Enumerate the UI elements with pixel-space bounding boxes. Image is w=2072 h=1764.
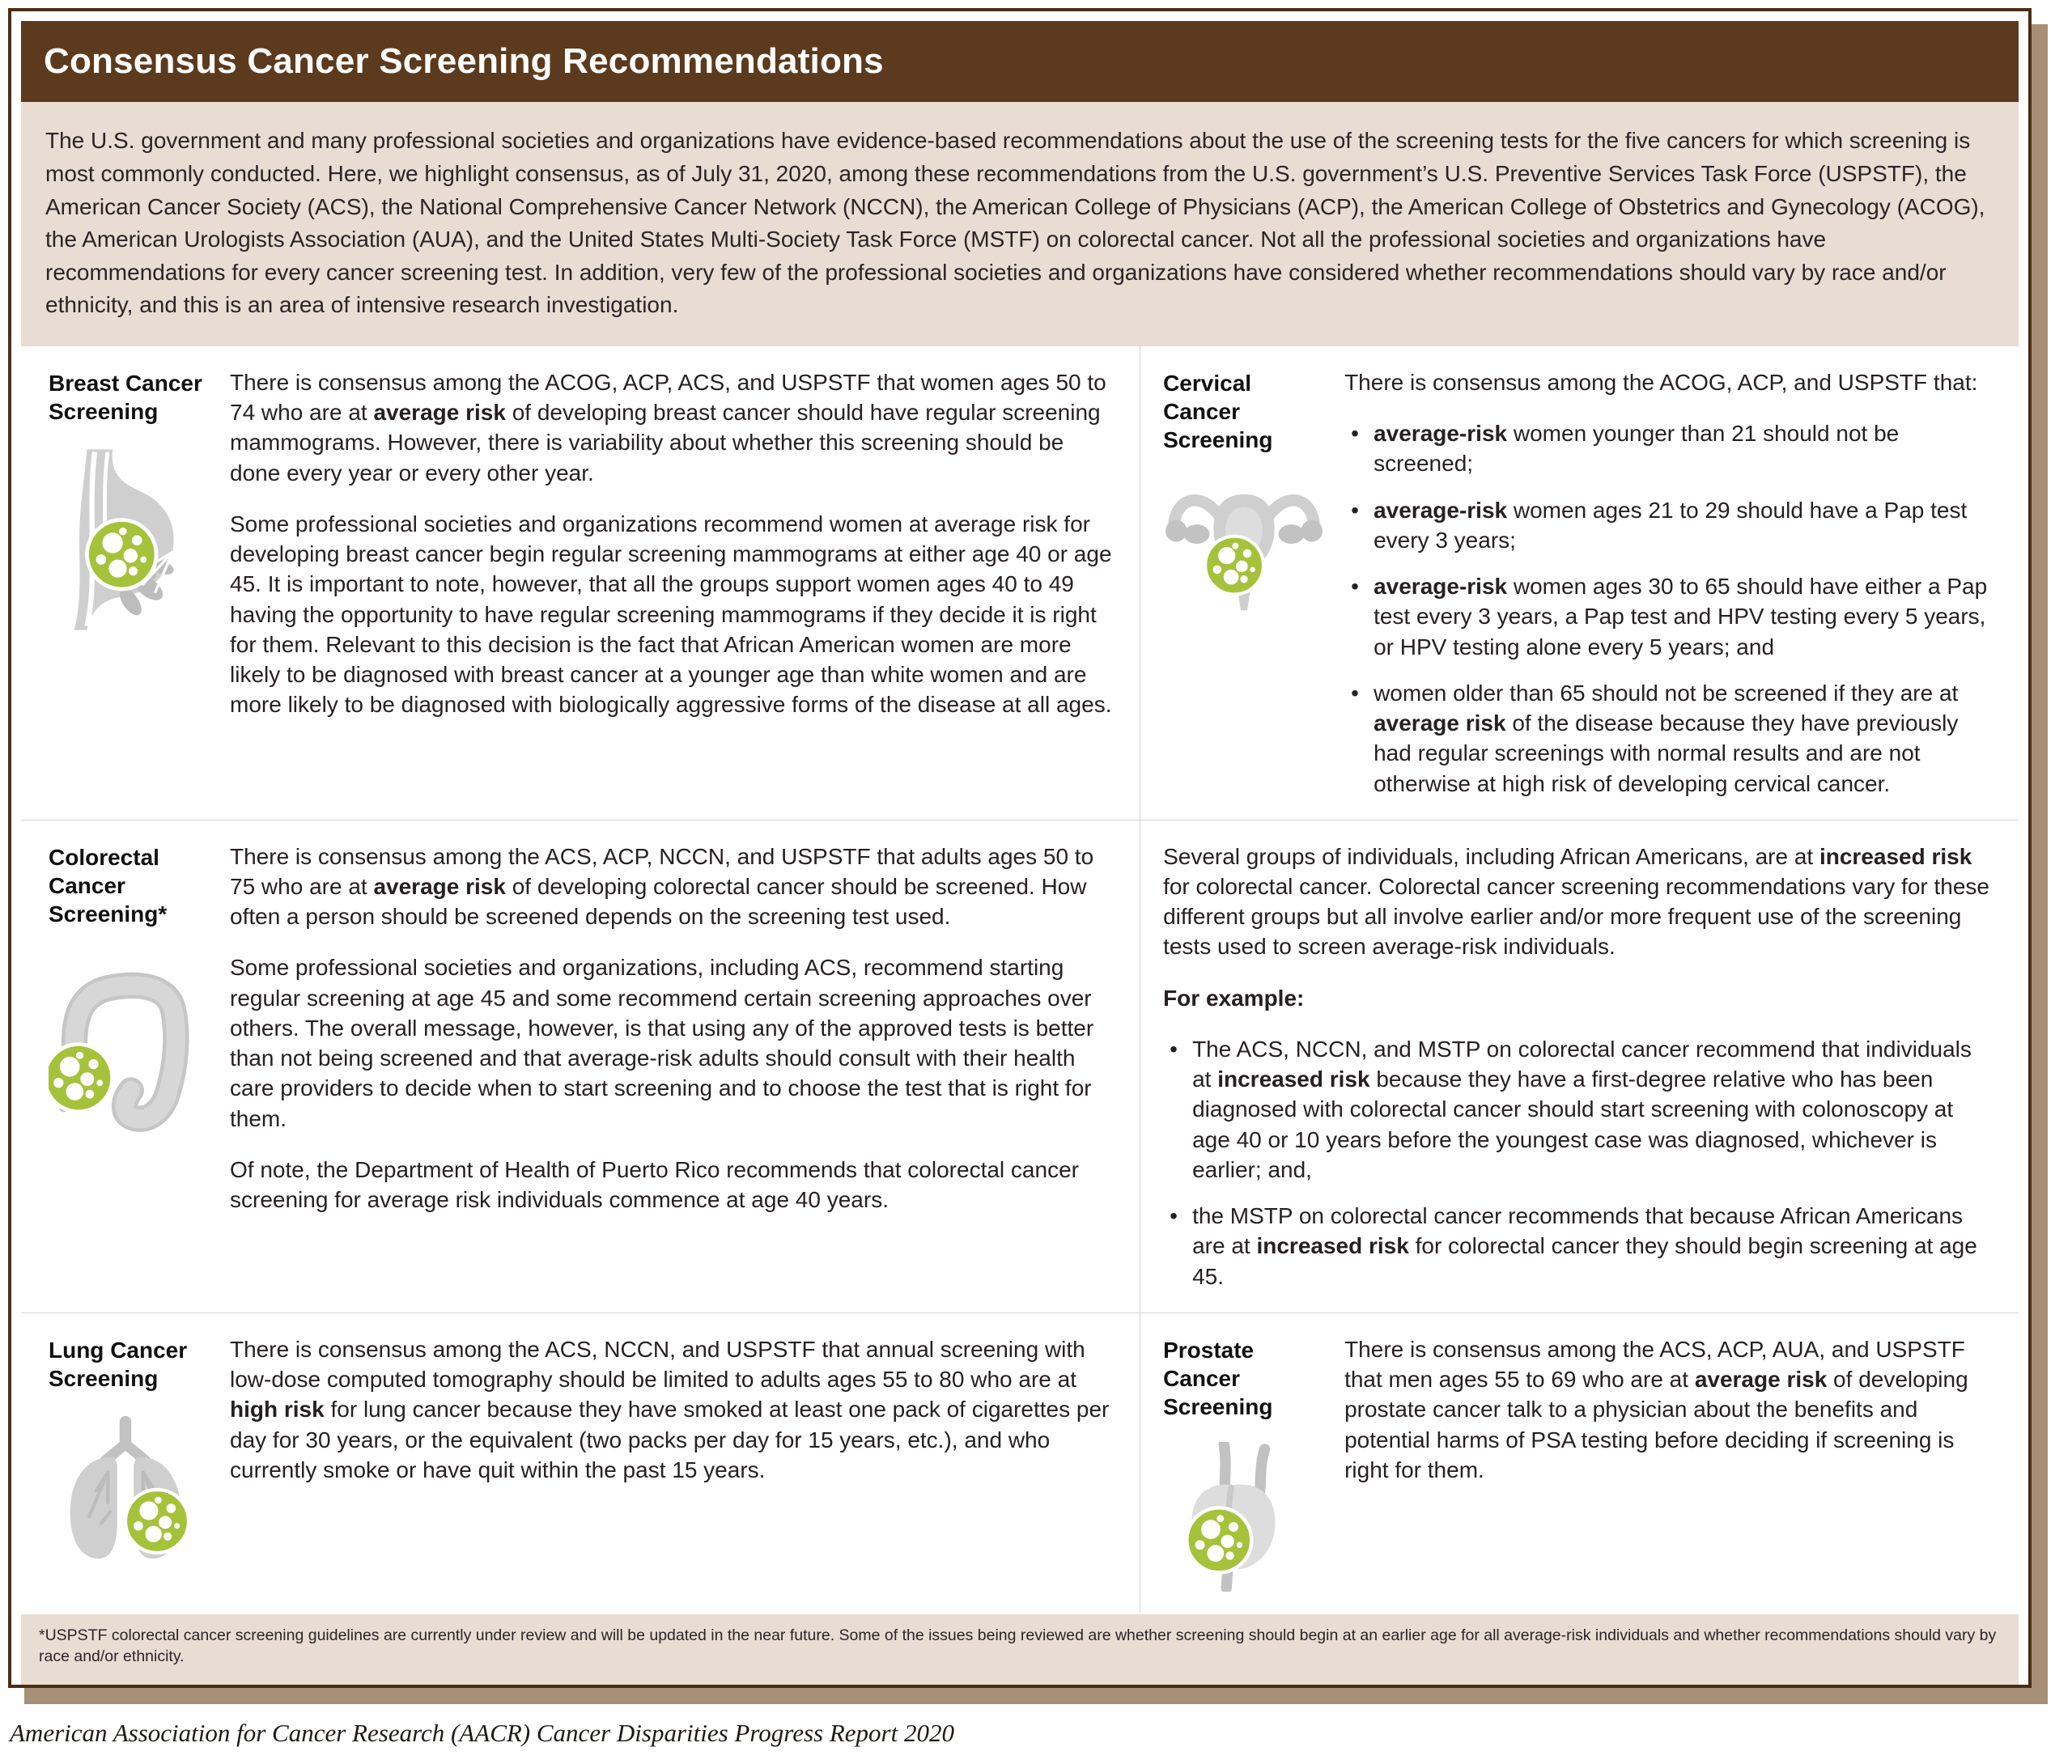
section-breast-cancer <box>21 346 1140 820</box>
colorectal-section-body <box>230 842 1115 1291</box>
paragraph: Of note, the Department of Health of Puerto Rico recommends that colorectal cancer screening for average risk individuals commence at age 40 years. <box>230 1156 1079 1213</box>
prostate-icon <box>1163 1442 1309 1592</box>
bullet-item: • the MSTP on colorectal cancer recommends that because African Americans are at increased risk for colorectal cancer they should begin screening at age 45. <box>1163 1201 1994 1291</box>
bullet-item: • The ACS, NCCN, and MSTP on colorectal cancer recommend that individuals at increased risk because they have a first-degree relative who has been diagnosed with colorectal cancer should start screening with colonoscopy at age 40 or 10 years before the youngest case was diagnosed, whichever is earlier; and, <box>1163 1034 1994 1185</box>
paragraph: Some professional societies and organizations recommend women at average risk for developing breast cancer begin regular screening mammograms at either age 40 or age 45. It is important to note, however, that all the groups support women ages 40 to 49 having the opportunity to have regular screening mammograms if they decide it is right for them. Relevant to this decision is the fact that African American women are more likely to be diagnosed with breast cancer at a younger age than white women and are more likely to be diagnosed with biologically aggressive forms of the disease at all ages. <box>230 511 1112 718</box>
colorectal-section-heading: Colorectal Cancer Screening* <box>49 844 168 927</box>
colorectal-bullet-list <box>1163 1034 1994 1291</box>
paragraph: There is consensus among the ACOG, ACP, and USPSTF that: <box>1344 369 1978 395</box>
bullet-item: • average-risk women younger than 21 should not be screened; <box>1344 418 1994 478</box>
bullet-item: • average-risk women ages 21 to 29 should have a Pap test every 3 years; <box>1344 495 1994 555</box>
lung-section-body <box>230 1334 1115 1592</box>
section-cervical-cancer <box>1140 346 2019 820</box>
section-colorectal-cancer <box>21 820 1140 1312</box>
paragraph: There is consensus among the ACS, NCCN, and USPSTF that annual screening with low-dose computed tomography should be limited to adults ages 55 to 80 who are at high risk for lung cancer because they have smoked at least one pack of cigarettes per day for 30 years, or the equivalent (two packs per day for 15 years, etc.), and who currently smoke or have quit within the past 15 years. <box>230 1336 1110 1482</box>
source-line: American Association for Cancer Research (AACR) Cancer Disparities Progress Report 2020 <box>10 1719 954 1748</box>
breast-section-heading: Breast Cancer Screening <box>49 370 202 424</box>
lung-label-column <box>21 1334 230 1592</box>
prostate-section-body <box>1344 1334 1994 1592</box>
paragraph: Several groups of individuals, including African Americans, are at increased risk for colorectal cancer. Colorectal cancer screening recommendations vary for these different groups but all involve earlier and/or more frequent use of the screening tests used to screen average-risk individuals. <box>1163 843 1989 960</box>
prostate-label-column <box>1140 1334 1344 1592</box>
colorectal-label-column <box>21 842 230 1291</box>
section-colorectal-increased-risk <box>1140 820 2019 1312</box>
breast-section-body <box>230 367 1115 799</box>
footnote: *USPSTF colorectal cancer screening guidelines are currently under review and will be updated in the near future. Some of the issues being reviewed are whether screening should begin at an earlier age for all average-risk individuals and whether recommendations should vary by race and/or ethnicity. <box>21 1614 2019 1686</box>
figure-title-bar <box>21 21 2019 102</box>
breast-icon <box>49 447 202 633</box>
paragraph: There is consensus among the ACS, ACP, NCCN, and USPSTF that adults ages 50 to 75 who are at average risk of developing colorectal cancer should be screened. How often a person should be screened depends on the screening test used. <box>230 843 1094 930</box>
cervical-label-column <box>1140 367 1344 799</box>
section-lung-cancer <box>21 1312 1140 1613</box>
figure-title: Consensus Cancer Screening Recommendations <box>44 41 884 81</box>
bullet-item: • women older than 65 should not be screened if they are at average risk of the disease because they have previously had regular screenings with normal results and are not otherwise at high risk of developing cervical cancer. <box>1344 678 1994 799</box>
cervical-section-body <box>1344 367 1994 799</box>
intro-paragraph: The U.S. government and many professional societies and organizations have evidence-based recommendations about the use of the screening tests for the five cancers for which screening is most commonly conducted. Here, we highlight consensus, as of July 31, 2020, among these recommendations from the U.S. government’s U.S. Preventive Services Task Force (USPSTF), the American Cancer Society (ACS), the National Comprehensive Cancer Network (NCCN), the American College of Physicians (ACP), the American College of Obstetrics and Gynecology (ACOG), the American Urologists Association (AUA), and the United States Multi-Society Task Force (MSTF) on colorectal cancer. Not all the professional societies and organizations have recommendations for every cancer screening test. In addition, very few of the professional societies and organizations have considered whether recommendations should vary by race and/or ethnicity, and this is an area of intensive research investigation. <box>21 102 2019 346</box>
bullet-item: • average-risk women ages 30 to 65 should have either a Pap test every 3 years, a Pap test and HPV testing every 5 years, or HPV testing alone every 5 years; and <box>1344 571 1994 662</box>
content-grid <box>21 346 2019 1613</box>
paragraph: There is consensus among the ACOG, ACP, ACS, and USPSTF that women ages 50 to 74 who are at average risk of developing breast cancer should have regular screening mammograms. However, there is variability about whether this screening should be done every year or every other year. <box>230 369 1106 486</box>
paragraph: Some professional societies and organizations, including ACS, recommend starting regular screening at age 45 and some recommend certain screening approaches over others. The overall message, however, is that using any of the approved tests is better than not being screened and that average-risk adults should consult with their health care providers to decide when to start screening and to choose the test that is right for them. <box>230 955 1094 1131</box>
breast-label-column <box>21 367 230 799</box>
cervical-section-heading: Cervical Cancer Screening <box>1163 370 1273 452</box>
cervical-bullet-list <box>1344 418 1994 799</box>
lung-section-heading: Lung Cancer Screening <box>49 1337 188 1391</box>
lungs-icon <box>49 1414 202 1563</box>
prostate-section-heading: Prostate Cancer Screening <box>1163 1337 1273 1419</box>
section-prostate-cancer <box>1140 1312 2019 1613</box>
colon-icon <box>49 949 198 1139</box>
paragraph: There is consensus among the ACS, ACP, AUA, and USPSTF that men ages 55 to 69 who are at average risk of developing prostate cancer talk to a physician about the benefits and potential harms of PSA testing before deciding if screening is right for them. <box>1344 1336 1968 1482</box>
uterus-icon <box>1163 475 1325 613</box>
figure-box <box>8 8 2032 1688</box>
colorectal-more-body <box>1140 842 1994 1291</box>
paragraph: For example: <box>1163 985 1305 1011</box>
